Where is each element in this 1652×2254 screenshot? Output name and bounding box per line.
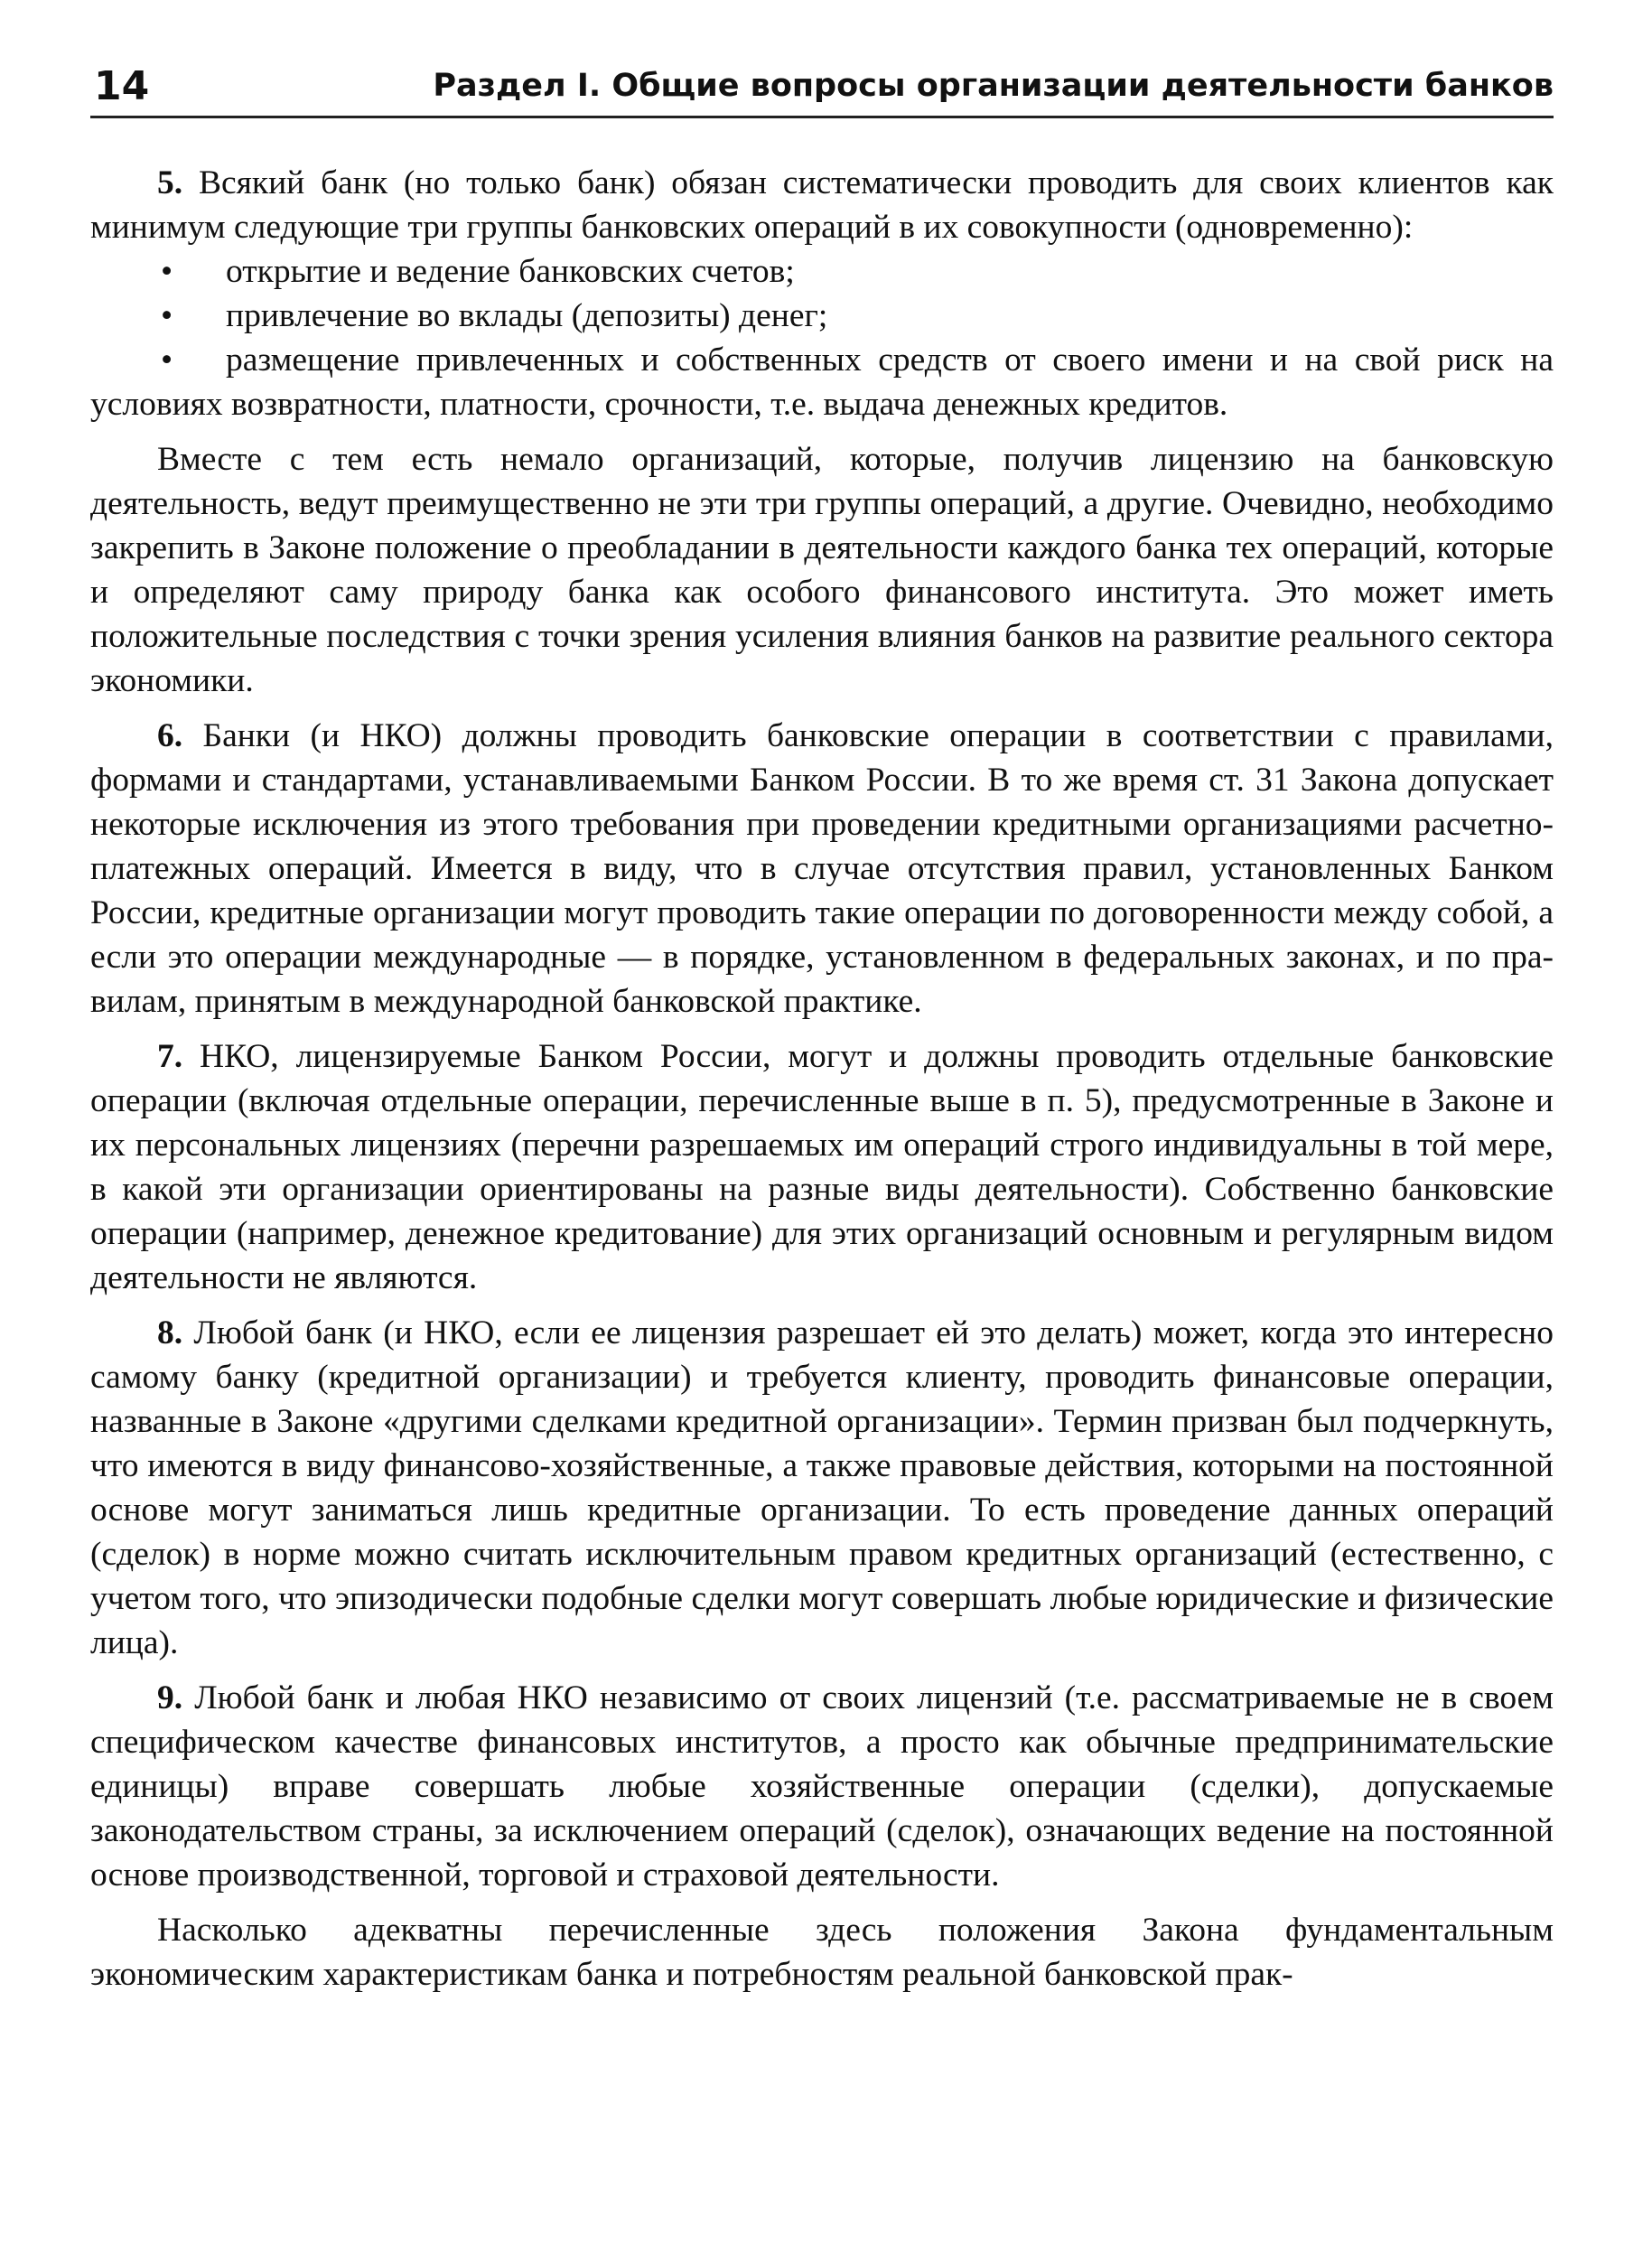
paragraph-text: НКО, лицензируемые Банком России, могут и должны проводить отдельные банковские операции (включая отдельные операции, перечисленные выше в п. 5), предусмотренные в Законе и их персональных лицензиях (перечни разрешаемых им операций строго индивидуальны в той мере, в какой эти организации ориентированы на разные виды деятельности). Собственно банковские операции (например, денежное кредитование) для этих организаций основным и регулярным видом деятельности не являются. (90, 1038, 1554, 1296)
page-number: 14 (94, 63, 150, 109)
paragraph-6 (90, 714, 1554, 1024)
paragraph-5-continued: Вместе с тем есть немало организаций, которые, получив лицензию на банковскую деятельность, ведут преимущественно не эти три группы операций, а другие. Очевидно, необходимо закрепить в Законе положение о преобладании в деятельности каждого банка тех операций, которые и определяют саму природу банка как особого финансового института. Это может иметь положительные последствия с точки зрения усиления влияния банков на развитие реального сектора экономики. (90, 441, 1554, 699)
paragraph-text: Любой банк и любая НКО независимо от своих лицензий (т.е. рассматриваемые не в своем специфическом качестве финансовых институтов, а просто как обычные предпринимательские единицы) вправе совершать любые хозяйственные операции (сделки), допускаемые законодательством страны, за исключением операций (сделок), означающих ведение на постоянной основе производственной, торговой и страховой деятельности. (90, 1679, 1554, 1894)
paragraph-text: Банки (и НКО) должны проводить банковские операции в соответствии с правилами, формами и стандартами, устанавливаемыми Банком России. В то же время ст. 31 Закона допускает некоторые исключения из этого требования при проведении кредитными организациями расчетно-платежных операций. Имеется в виду, что в случае отсутствия правил, установленных Банком России, кредитные организации могут проводить такие операции по договоренности между собой, а если это операции международные — в порядке, установленном в федеральных законах, и по правилам, принятым в международной банковской практике. (90, 717, 1554, 1020)
header-rule (90, 116, 1554, 118)
paragraph-7 (90, 1034, 1554, 1300)
paragraph-number: 7. (157, 1038, 183, 1075)
paragraph-8 (90, 1311, 1554, 1665)
operations-list (90, 249, 1554, 426)
paragraph-number: 9. (157, 1679, 183, 1716)
page-body (90, 161, 1554, 1997)
paragraph-number: 8. (157, 1314, 183, 1351)
page-header (90, 58, 1554, 121)
paragraph-10: Насколько адекватны перечисленные здесь положения Закона фундаментальным экономическим характеристикам банка и потребностям реальной банковской прак- (90, 1912, 1554, 1993)
paragraph-number: 6. (157, 717, 183, 754)
list-item: • привлечение во вклады (депозиты) денег; (90, 294, 1554, 338)
paragraph-5 (90, 161, 1554, 249)
paragraph-number: 5. (157, 164, 183, 201)
paragraph-text: Любой банк (и НКО, если ее лицензия разрешает ей это делать) может, когда это интересно самому банку (кредитной организации) и требуется клиенту, проводить финансовые операции, названные в Законе «другими сделками кредитной организации». Термин призван был подчеркнуть, что имеются в виду финансово-хозяйственные, а также правовые действия, которыми на постоянной основе могут заниматься лишь кредитные организации. То есть проведение данных операций (сделок) в норме можно считать исключительным правом кредитных организаций (естественно, с учетом того, что эпизодически подобные сделки могут совершать любые юридические и физические лица). (90, 1314, 1554, 1661)
list-item: • размещение привлеченных и собственных средств от своего имени и на свой риск на условиях возвратности, платности, срочности, т.е. выдача денежных кредитов. (90, 338, 1554, 426)
running-title: Раздел I. Общие вопросы организации деятельности банков (433, 68, 1554, 104)
list-item: • открытие и ведение банковских счетов; (90, 249, 1554, 294)
paragraph-9 (90, 1676, 1554, 1897)
paragraph-text: Всякий банк (но только банк) обязан систематически проводить для своих клиентов как минимум следующие три группы банковских операций в их совокупности (одновременно): (90, 164, 1554, 246)
